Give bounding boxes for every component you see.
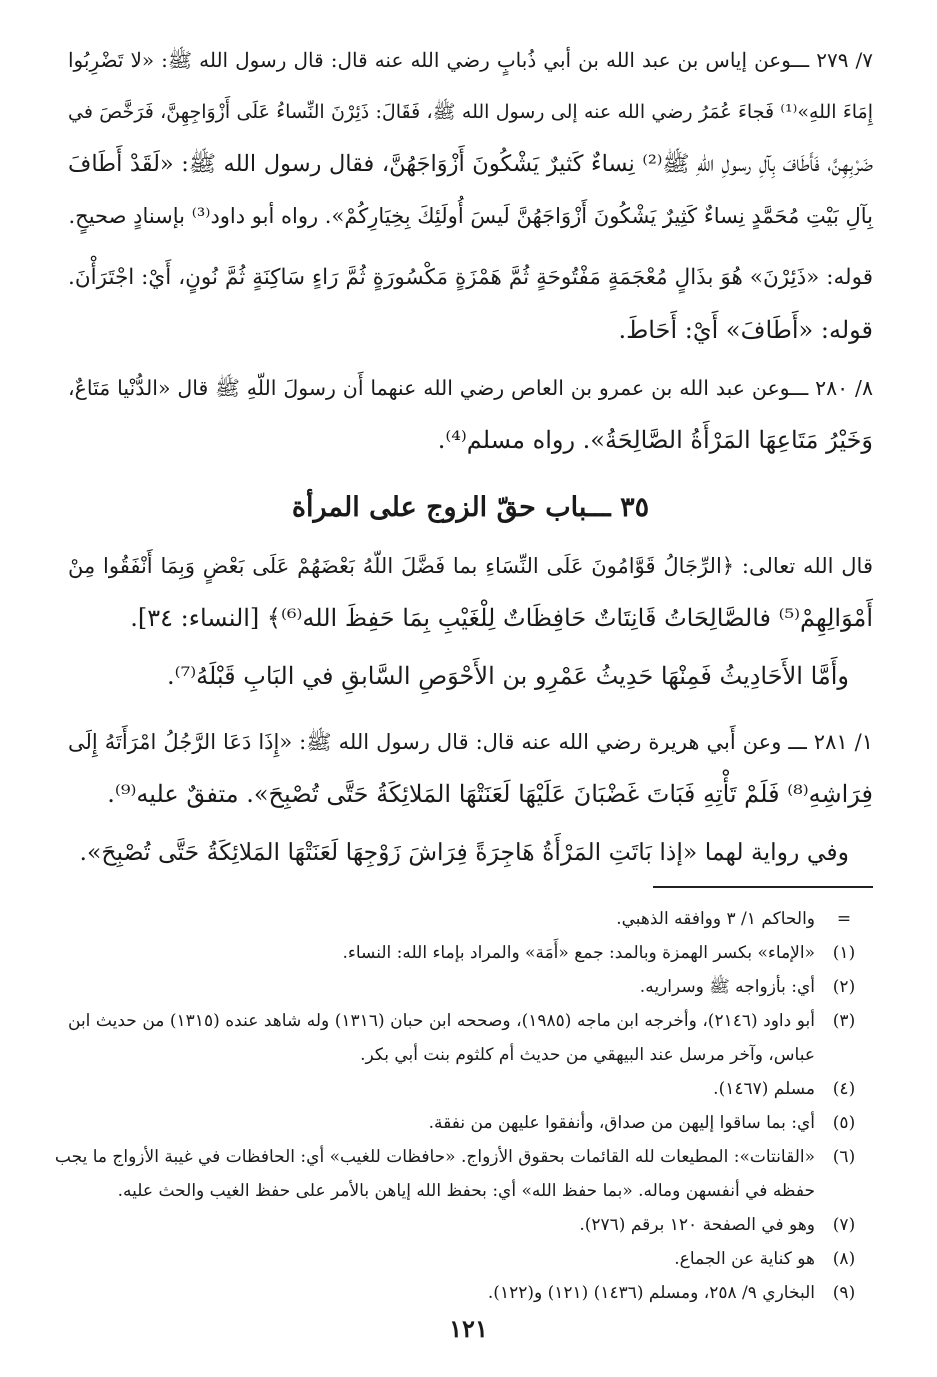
footnote — [68, 902, 873, 936]
text-line: وأَمَّا الأَحَادِيثُ فَمِنْهَا حَدِيثُ عَمْرِو بن الأَحْوَصِ السَّابقِ في البَابِ قَبْلَهُ⁽⁷⁾. — [167, 662, 849, 690]
footnotes — [54, 902, 873, 1310]
footnote — [68, 1276, 873, 1310]
footnote-text: حفظه في أنفسهن وماله. «بما حفظ الله» أي: بحفظ الله إياهن بالأمر على حفظ الغيب والحث عليه. — [117, 1181, 815, 1201]
footnote-text: البخاري ٩/ ٢٥٨، ومسلم (١٤٣٦) (١٢١) و(١٢٢). — [487, 1283, 815, 1303]
footnote-number: = — [836, 909, 852, 929]
hadith-280 — [68, 362, 873, 466]
footnote-number: (١) — [832, 943, 856, 963]
footnote-number: (٥) — [832, 1113, 856, 1133]
footnote-text: «القانتات»: المطيعات لله القائمات بحقوق الأزواج. «حافظات للغيب» أي: الحافظات في غيبة الأزواج ما يجب — [54, 1147, 815, 1167]
text-line: وَخَيْرُ مَتَاعِهَا المَرْأَةُ الصَّالِحَةُ». رواه مسلم⁽⁴⁾. — [437, 426, 873, 454]
footnote-text: والحاكم ١/ ٣ ووافقه الذهبي. — [616, 909, 815, 929]
footnote — [68, 1072, 873, 1106]
footnote — [68, 970, 873, 1004]
text-line: أَمْوَالِهِمْ⁽⁵⁾ فالصَّالِحَاتُ قَانِتَاتٌ حَافِظَاتٌ لِلْغَيْبِ بِمَا حَفِظَ الله⁽⁶⁾﴾ [النساء: ٣٤]. — [130, 604, 873, 632]
text-line: ٨/ ٢٨٠ ـــوعن عبد الله بن عمرو بن العاص رضي الله عنهما أَن رسولَ اللّهِ ﷺ قال «الدُّنْيا مَتَاعٌ، — [68, 376, 873, 400]
text-line: وفي رواية لهما «إذا بَاتَتِ المَرْأَةُ هَاجِرَةً فِرَاشَ زَوْجِهَا لَعَنَتْهَا المَلائِكَةُ حَتَّى تُصْبِحَ». — [79, 838, 849, 866]
footnote-number: (٣) — [832, 1011, 856, 1031]
text-line: ١/ ٢٨١ ـــ وعن أَبي هريرة رضي الله عنه قال: قال رسول الله ﷺ: «إِذَا دَعَا الرَّجُلُ امْرَأَتَهُ إِلَى — [68, 730, 873, 754]
footnote-number: (٧) — [832, 1215, 856, 1235]
text-line: إِمَاءَ اللهِ»⁽¹⁾ فَجاءَ عُمَرُ رضي الله عنه إلى رسول الله ﷺ، فَقَالَ: ذَئِرْنَ النِّساءُ عَلَى أَزْوَاجِهِنَّ، فَرَخَّصَ في — [68, 101, 873, 123]
riwaya-paragraph — [68, 826, 873, 878]
ahadith-note — [68, 650, 873, 702]
text-line: ضَرْبِهِنَّ، فَأَطَافَ بِآلِ رسولِ اللّهِ ﷺ⁽²⁾ نِساءٌ كَثيرٌ يَشْكُونَ أَزْوَاجَهُنَّ، فقال رسول الله ﷺ: «لَقَدْ أَطَافَ — [68, 151, 873, 177]
quran-verse — [68, 540, 873, 644]
footnote-number: (٨) — [832, 1249, 856, 1269]
hadith-279 — [68, 34, 873, 242]
footnote-text: أبو داود (٢١٤٦)، وأخرجه ابن ماجه (١٩٨٥)، وصححه ابن حبان (١٣١٦) وله شاهد عنده (١٣١٥) من حديث ابن — [68, 1011, 815, 1031]
footnote — [54, 1140, 873, 1208]
text-line: ٧/ ٢٧٩ ـــوعن إياس بن عبد الله بن أبي ذُبابٍ رضي الله عنه قال: قال رسول الله ﷺ: «لا تَضْرِبُوا — [68, 48, 873, 72]
footnote-text: وهو في الصفحة ١٢٠ برقم (٢٧٦). — [579, 1215, 815, 1235]
footnote-number: (٦) — [832, 1147, 856, 1167]
footnote-number: (٤) — [832, 1079, 856, 1099]
footnote — [68, 1106, 873, 1140]
footnote — [68, 1004, 873, 1072]
footnote-number: (٩) — [832, 1283, 856, 1303]
text-line: فِرَاشِهِ⁽⁸⁾ فَلَمْ تَأْتِهِ فَبَاتَ غَضْبَانَ عَلَيْهَا لَعَنَتْهَا المَلائِكَةُ حَتَّى تُصْبِحَ». متفقٌ عليه⁽⁹⁾. — [107, 780, 873, 808]
footnote — [68, 1208, 873, 1242]
comment-279 — [68, 252, 873, 356]
footnote — [68, 1242, 873, 1276]
text-line: قال الله تعالى: ﴿الرِّجَالُ قَوَّامُونَ عَلَى النِّسَاءِ بما فَضَّلَ اللّهُ بَعْضَهُمْ عَلَى بَعْضٍ وَبِمَا أَنْفَقُوا مِنْ — [68, 554, 873, 578]
footnote-divider — [653, 886, 873, 888]
chapter-heading: ٣٥ ـــباب حقّ الزوج على المرأة — [291, 492, 650, 523]
footnote-text: أي: بما ساقوا إليهن من صداق، وأنفقوا عليهن من نفقة. — [428, 1113, 815, 1133]
footnote-text: أي: بأزواجه ﷺ وسراريه. — [639, 977, 815, 997]
text-line: قوله: «ذَئِرْنَ» هُوَ بذَالٍ مُعْجَمَةٍ مَفْتُوحَةٍ ثُمَّ هَمْزَةٍ مَكْسُورَةٍ ثُمَّ رَاءٍ سَاكِنَةٍ ثُمَّ نُونٍ، أَيْ: اجْتَرَأْنَ. — [68, 265, 873, 290]
page-number: ١٢١ — [449, 1314, 488, 1343]
footnote-text: مسلم (١٤٦٧). — [713, 1079, 815, 1099]
footnote-text: «الإماء» بكسر الهمزة وبالمد: جمع «أَمَة» والمراد بإماء الله: النساء. — [342, 943, 815, 963]
text-line: بِآلِ بَيْتِ مُحَمَّدٍ نِساءٌ كَثِيرٌ يَشْكُونَ أَزْوَاجَهُنَّ لَيسَ أُولَئِكَ بِخِيَارِكُمْ». رواه أبو داود⁽³⁾ بإسنادٍ صحيحٍ. — [68, 204, 873, 228]
text-line: قوله: «أَطَافَ» أَيْ: أَحَاطَ. — [618, 316, 873, 344]
hadith-281 — [68, 716, 873, 820]
footnote-text: هو كناية عن الجماع. — [674, 1249, 815, 1269]
footnote-text: عباس، وآخر مرسل عند البيهقي من حديث أم كلثوم بنت أبي بكر. — [360, 1045, 815, 1065]
footnote — [68, 936, 873, 970]
footnote-number: (٢) — [832, 977, 856, 997]
